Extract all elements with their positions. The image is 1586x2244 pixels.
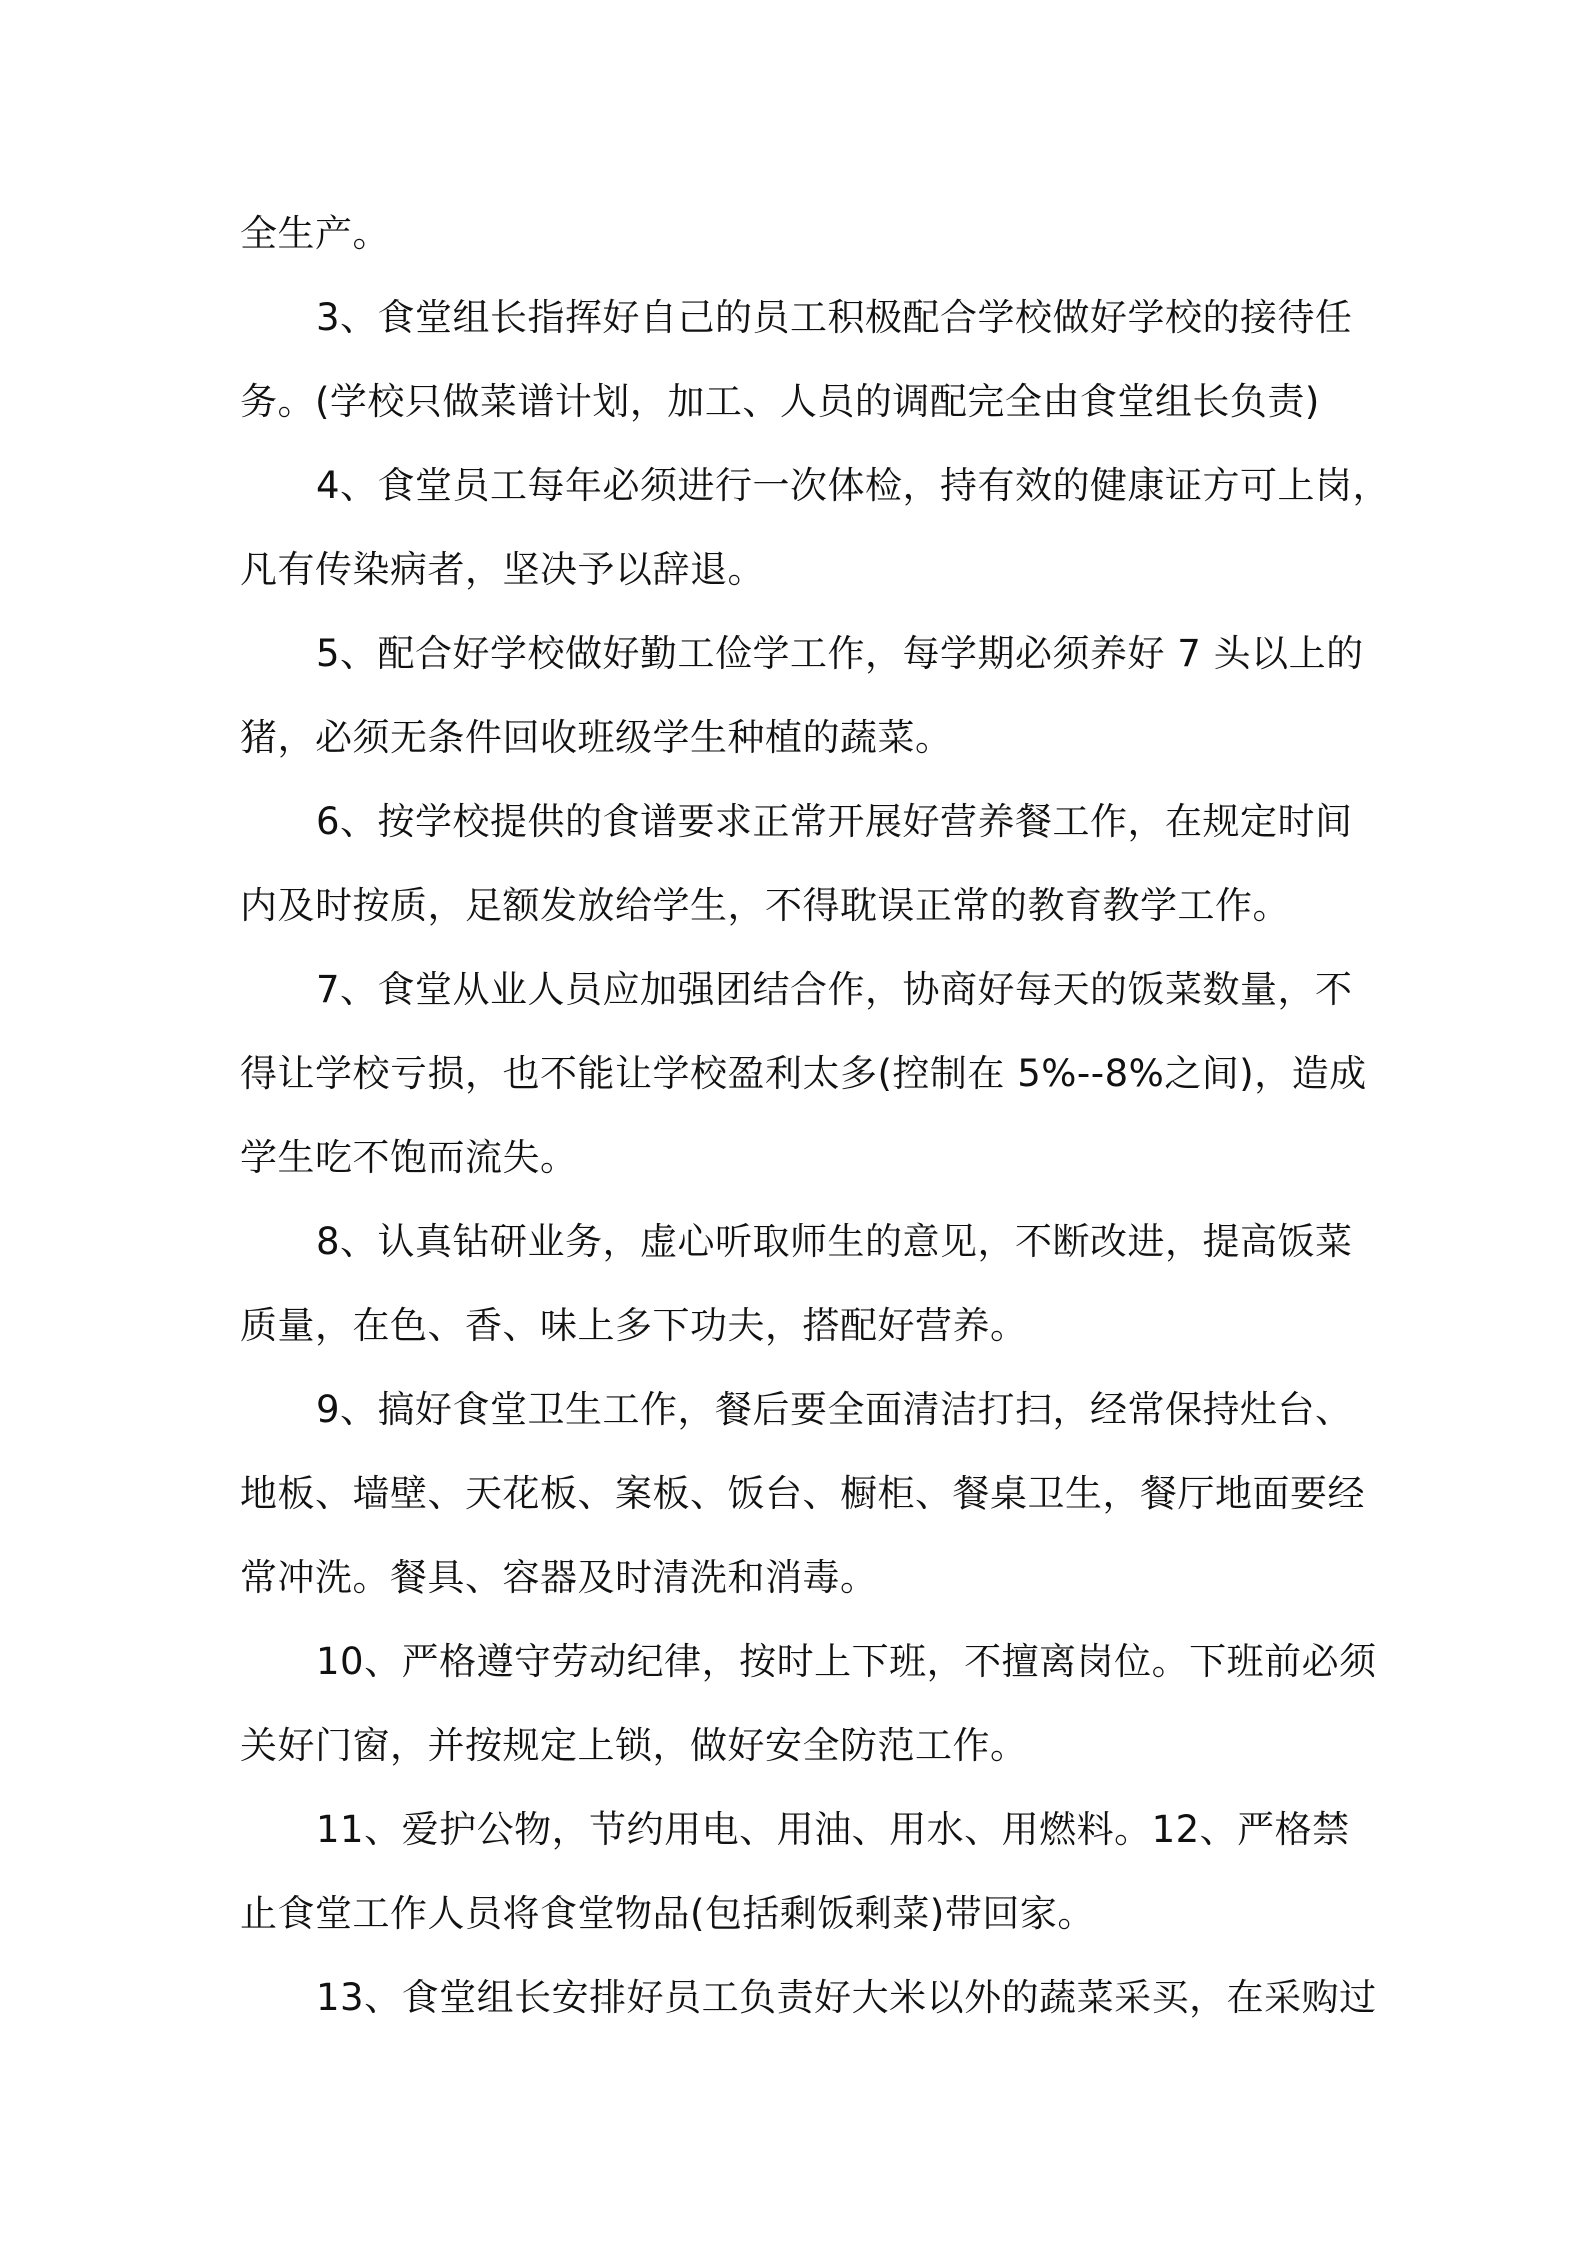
text-line-item-10: 10、严格遵守劳动纪律，按时上下班，不擅离岗位。下班前必须 — [316, 1640, 1377, 1683]
text-line-item-9-cont-2: 常冲洗。餐具、容器及时清洗和消毒。 — [240, 1556, 878, 1599]
text-line-item-4: 4、食堂员工每年必须进行一次体检，持有效的健康证方可上岗， — [316, 464, 1391, 507]
text-line-item-7-cont-1: 得让学校亏损，也不能让学校盈利太多(控制在 5%--8%之间)，造成 — [240, 1052, 1367, 1095]
text-line-continuation: 全生产。 — [240, 212, 390, 255]
text-line-item-6-cont: 内及时按质，足额发放给学生，不得耽误正常的教育教学工作。 — [240, 884, 1290, 927]
text-line-item-8: 8、认真钻研业务，虚心听取师生的意见，不断改进，提高饭菜 — [316, 1220, 1353, 1263]
text-line-item-5: 5、配合好学校做好勤工俭学工作，每学期必须养好 7 头以上的 — [316, 632, 1364, 675]
text-line-item-10-cont: 关好门窗，并按规定上锁，做好安全防范工作。 — [240, 1724, 1028, 1767]
text-line-item-9-cont-1: 地板、墙壁、天花板、案板、饭台、橱柜、餐桌卫生，餐厅地面要经 — [240, 1472, 1365, 1515]
document-body — [240, 192, 1391, 2040]
text-line-item-3: 3、食堂组长指挥好自己的员工积极配合学校做好学校的接待任 — [316, 296, 1353, 339]
text-line-item-7: 7、食堂从业人员应加强团结合作，协商好每天的饭菜数量，不 — [316, 968, 1353, 1011]
text-line-item-11: 11、爱护公物，节约用电、用油、用水、用燃料。12、严格禁 — [316, 1808, 1350, 1851]
text-line-item-4-cont: 凡有传染病者，坚决予以辞退。 — [240, 548, 765, 591]
text-line-item-8-cont: 质量，在色、香、味上多下功夫，搭配好营养。 — [240, 1304, 1028, 1347]
text-line-item-9: 9、搞好食堂卫生工作，餐后要全面清洁打扫，经常保持灶台、 — [316, 1388, 1353, 1431]
text-line-item-5-cont: 猪，必须无条件回收班级学生种植的蔬菜。 — [240, 716, 953, 759]
text-line-item-7-cont-2: 学生吃不饱而流失。 — [240, 1136, 578, 1179]
text-line-item-12-cont: 止食堂工作人员将食堂物品(包括剩饭剩菜)带回家。 — [240, 1892, 1095, 1935]
text-line-item-13: 13、食堂组长安排好员工负责好大米以外的蔬菜采买，在采购过 — [316, 1976, 1377, 2019]
text-line-item-6: 6、按学校提供的食谱要求正常开展好营养餐工作，在规定时间 — [316, 800, 1353, 843]
text-line-item-3-cont: 务。(学校只做菜谱计划，加工、人员的调配完全由食堂组长负责) — [240, 380, 1320, 423]
